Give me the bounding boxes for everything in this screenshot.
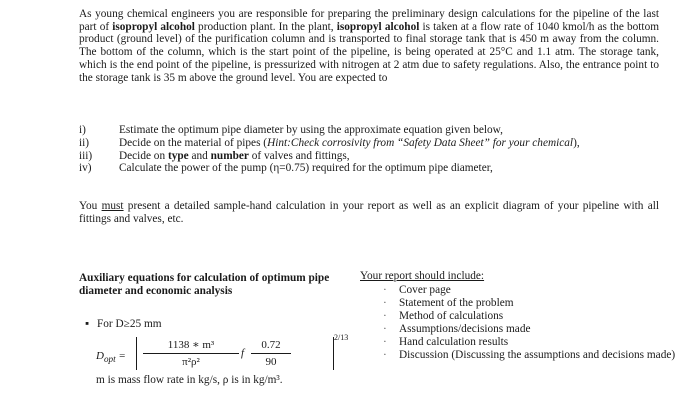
dot-bullet-icon: · [383, 323, 387, 335]
task-number: i) [79, 124, 86, 136]
task-text-part: Decide on the material of pipes ( [119, 136, 268, 149]
intro-text-2: production plant. In the plant, [194, 20, 337, 33]
list-item [383, 336, 683, 349]
formula-exponent: 2/13 [334, 333, 349, 342]
formula-subscript: opt [103, 354, 116, 365]
fraction-constant [251, 337, 291, 370]
submit-text-1: You [79, 200, 102, 212]
auxiliary-equations-heading: Auxiliary equations for calculation of optimum pipe diameter and economic analysis [79, 272, 330, 297]
report-requirements-list [383, 284, 683, 362]
task-text-part: ), [573, 136, 580, 149]
list-item-text: Method of calculations [399, 310, 504, 322]
square-bullet-icon: ▪ [85, 318, 90, 330]
task-text [119, 137, 679, 150]
submit-text-2: present a detailed sample-hand calculation in your report as well as an explicit diagram of your pipeline with all fittings and valves, etc. [79, 200, 659, 225]
task-item [79, 124, 679, 137]
intro-bold-chemical-2: isopropyl alcohol [336, 20, 420, 33]
task-text [119, 150, 679, 163]
intro-text-3: is taken at a flow rate of 1040 kmol/h as the bottom product (ground level) of the purification column and is transported to final storage tank that is 450 m away from the column. The bottom of the column, which is the start point of the pipeline, is being operated at 25°C and 1.1 atm. The storage tank, which is the end point of the pipeline, is pressurized with nitrogen at 2 atm due to safety regulations. Also, the entrance point to the storage tank is 35 m above the ground level. You are expected to [79, 20, 660, 84]
intro-text-1: As young chemical engineers you are responsible for preparing the preliminary design calculations for the pipeline of the last part of [79, 8, 659, 33]
task-bold-type: type [167, 149, 189, 162]
task-text: Estimate the optimum pipe diameter by using the approximate equation given below, [119, 124, 503, 136]
dot-bullet-icon: · [383, 310, 387, 322]
list-item [383, 284, 683, 297]
formula-bracket [136, 337, 334, 370]
intro-paragraph [79, 8, 659, 84]
task-number: ii) [79, 136, 90, 149]
task-text-part: and [188, 149, 211, 162]
submit-underline-must: must [101, 200, 124, 212]
task-item [79, 150, 679, 163]
friction-factor-symbol: f [241, 347, 245, 359]
dot-bullet-icon: · [383, 297, 387, 309]
task-number: iv) [79, 162, 92, 175]
list-item-text: Discussion (Discussing the assumptions and decisions made) [399, 349, 676, 361]
task-bold-number: number [210, 149, 249, 162]
list-item-text: Statement of the problem [399, 297, 514, 309]
task-hint: Hint:Check corrosivity from “Safety Data Sheet” for your chemical [267, 136, 574, 149]
list-item-text: Cover page [399, 284, 451, 296]
formula-variable: D [96, 350, 104, 362]
list-item-text: Hand calculation results [399, 336, 509, 348]
condition-bullet [85, 318, 162, 330]
task-number: iii) [79, 149, 93, 162]
fraction-denominator: π²ρ² [182, 356, 200, 368]
report-requirements-heading: Your report should include: [360, 270, 485, 282]
submission-paragraph [79, 200, 659, 226]
list-item-text: Assumptions/decisions made [399, 323, 531, 335]
task-text-part: of valves and fittings, [248, 149, 350, 162]
dot-bullet-icon: · [383, 284, 387, 296]
list-item [383, 297, 683, 310]
task-text: Calculate the power of the pump (η=0.75) required for the optimum pipe diameter, [119, 162, 493, 175]
diameter-condition: For D≥25 mm [97, 318, 162, 330]
task-text-part: Decide on [119, 149, 168, 162]
fraction-numerator: 0.72 [251, 337, 291, 354]
fraction-numerator: 1138 ∗ m³ [143, 337, 239, 354]
intro-bold-chemical-1: isopropyl alcohol [112, 20, 195, 33]
list-item [383, 323, 683, 336]
list-item [383, 349, 683, 362]
dot-bullet-icon: · [383, 349, 387, 361]
equals-sign: = [118, 350, 126, 362]
fraction-mass-density [143, 337, 239, 370]
list-item [383, 310, 683, 323]
task-item [79, 137, 679, 150]
dot-bullet-icon: · [383, 336, 387, 348]
units-note: m is mass flow rate in kg/s, ρ is in kg/m³. [96, 374, 283, 386]
formula-lhs [96, 350, 126, 364]
task-item [79, 162, 679, 175]
task-list [79, 124, 679, 175]
fraction-denominator: 90 [265, 356, 277, 368]
